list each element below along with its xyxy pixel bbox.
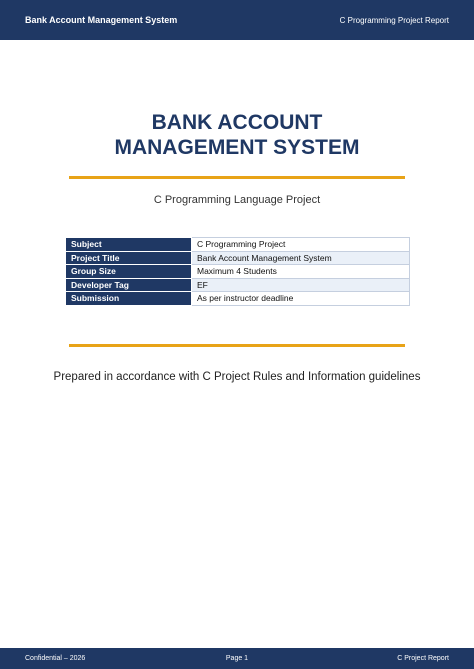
info-key: Project Title — [66, 251, 192, 265]
header-title: Bank Account Management System — [25, 15, 178, 25]
table-row — [66, 292, 410, 306]
info-value: As per instructor deadline — [192, 292, 410, 306]
info-key: Subject — [66, 238, 192, 252]
info-value: Maximum 4 Students — [192, 265, 410, 279]
footer-page-number: Page 1 — [225, 655, 249, 662]
info-value: EF — [192, 278, 410, 292]
project-info-table — [65, 237, 410, 306]
header-report-label: C Programming Project Report — [339, 15, 449, 25]
document-subtitle: C Programming Language Project — [153, 194, 321, 206]
info-key: Group Size — [66, 265, 192, 279]
table-row — [66, 251, 410, 265]
table-row — [66, 278, 410, 292]
page-header — [0, 0, 474, 40]
document-title-line-2: MANAGEMENT SYSTEM — [114, 136, 360, 159]
footer-confidential: Confidential – 2026 — [25, 655, 86, 662]
page-footer — [0, 648, 474, 669]
accent-divider-bottom — [69, 344, 405, 347]
footer-report-label: C Project Report — [397, 655, 449, 662]
document-title — [0, 110, 474, 160]
info-value: Bank Account Management System — [192, 251, 410, 265]
info-key: Submission — [66, 292, 192, 306]
prepared-statement: Prepared in accordance with C Project Rules and Information guidelines — [53, 371, 421, 383]
table-row — [66, 265, 410, 279]
info-key: Developer Tag — [66, 278, 192, 292]
table-row — [66, 238, 410, 252]
info-value: C Programming Project — [192, 238, 410, 252]
accent-divider-top — [69, 176, 405, 179]
document-title-line-1: BANK ACCOUNT — [151, 111, 323, 134]
